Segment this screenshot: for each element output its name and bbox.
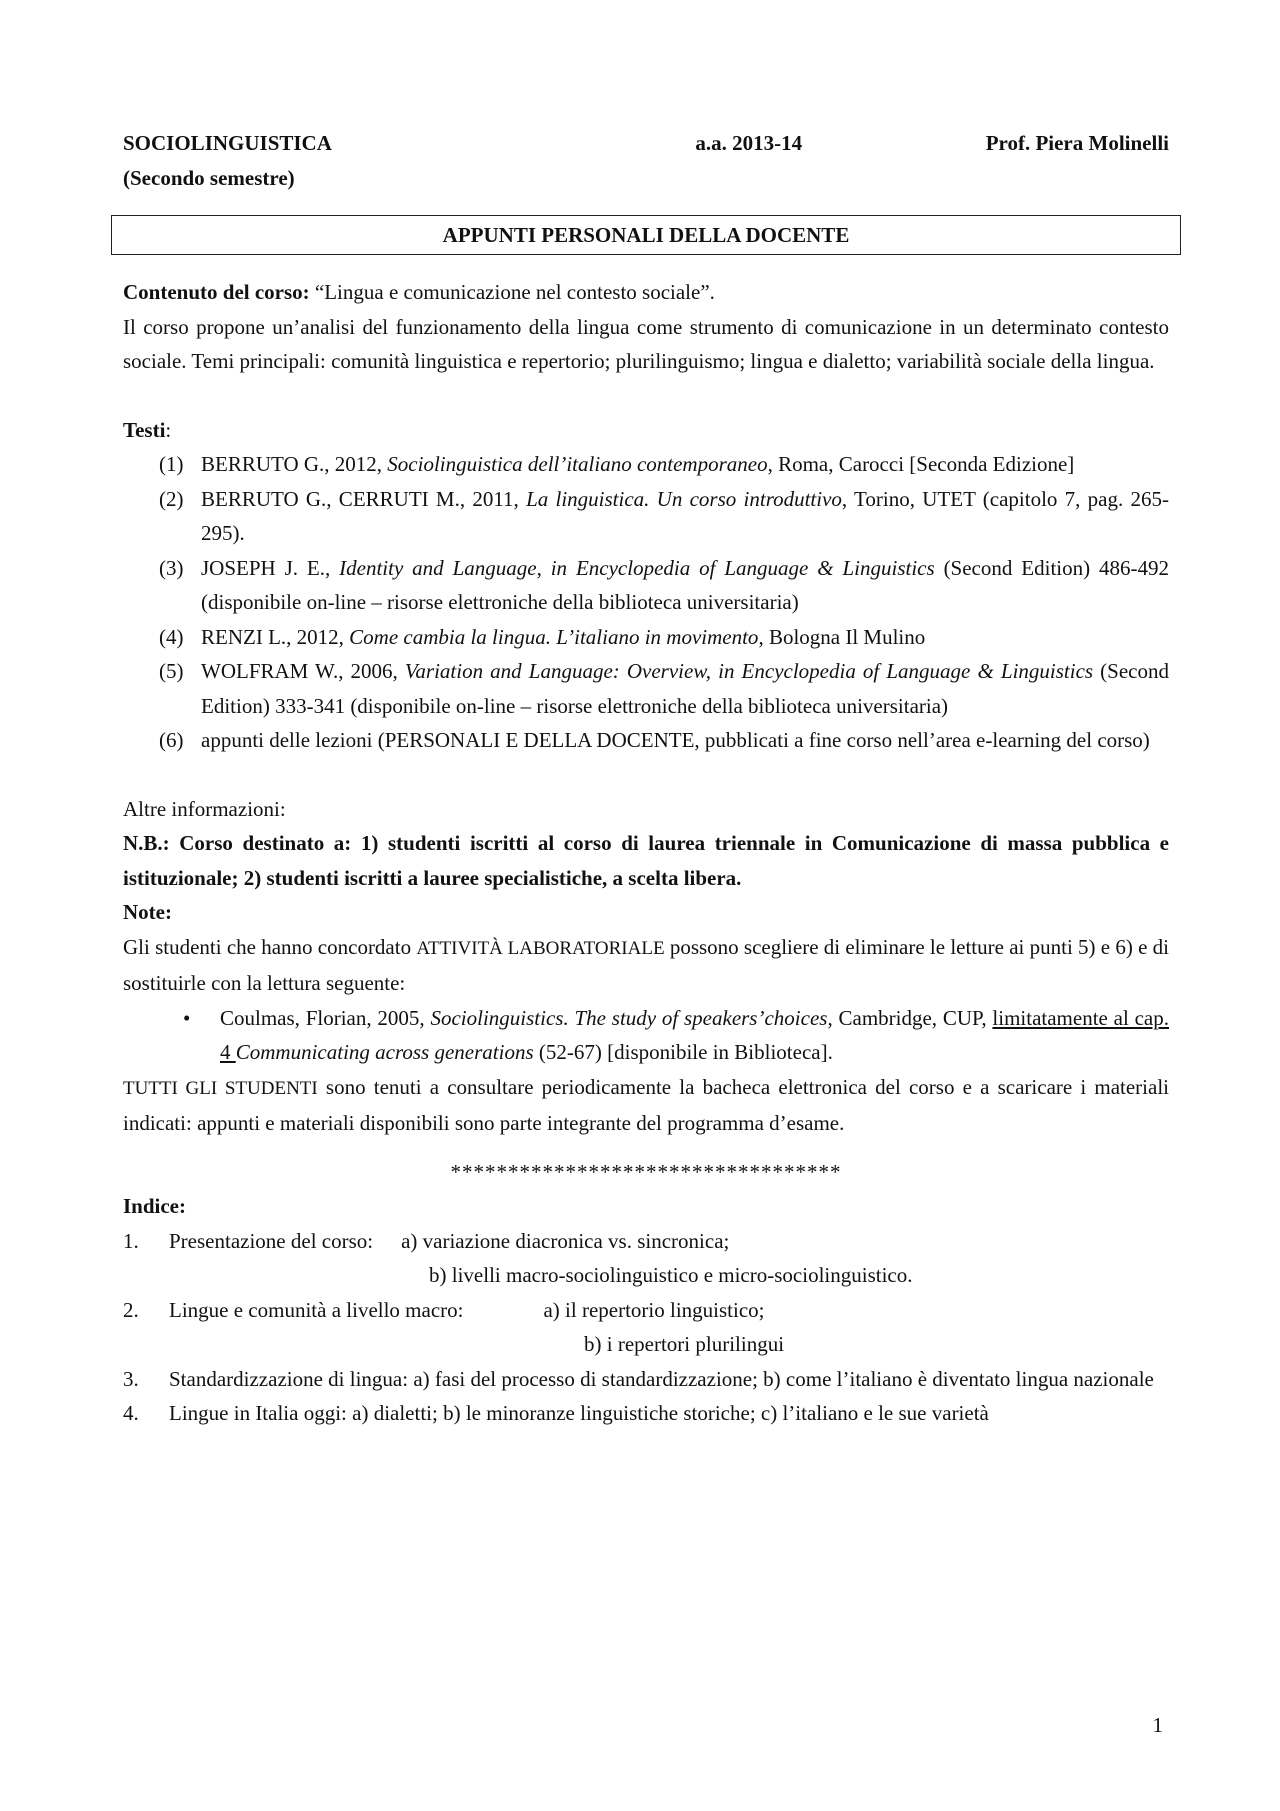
- texts-heading: Testi:: [123, 417, 172, 442]
- box-title: APPUNTI PERSONALI DELLA DOCENTE: [111, 215, 1181, 255]
- course-description: Il corso propone un’analisi del funzionamento della lingua come strumento di comunicazione in un determinato contesto sociale. Temi principali: comunità linguistica e repertorio; plurilinguismo; lingua e dialetto; variabilità sociale della lingua.: [123, 314, 1169, 373]
- index-label: Indice:: [123, 1194, 186, 1218]
- note-text: Gli studenti che hanno concordato ATTIVITÀ LABORATORIALE possono scegliere di eliminare le letture ai punti 5) e 6) e di sostituirle con la lettura seguente:: [123, 934, 1169, 995]
- other-info-label: Altre informazioni:: [123, 796, 286, 821]
- bullet-icon: •: [183, 1005, 191, 1030]
- nb-notice: N.B.: Corso destinato a: 1) studenti iscritti al corso di laurea triennale in Comunicazione di massa pubblica e istituzionale; 2) studenti iscritti a lauree specialistiche, a scelta libera.: [123, 831, 1169, 890]
- reference-item: (2) BERRUTO G., CERRUTI M., 2011, La linguistica. Un corso introduttivo, Torino, UTET (capitolo 7, pag. 265-295).: [159, 486, 1170, 545]
- header: [123, 126, 1169, 161]
- separator-stars: **********************************: [450, 1159, 842, 1184]
- index-item: 3. Standardizzazione di lingua: a) fasi del processo di standardizzazione; b) come l’italiano è diventato lingua nazionale: [123, 1366, 1154, 1391]
- content-title: “Lingua e comunicazione nel contesto sociale”.: [309, 280, 715, 304]
- professor-name: Prof. Piera Molinelli: [985, 131, 1169, 155]
- page-number: 1: [1152, 1713, 1163, 1737]
- document-page: [123, 126, 1169, 1431]
- index-item: 4. Lingue in Italia oggi: a) dialetti; b) le minoranze linguistiche storiche; c) l’italiano e le sue varietà: [123, 1401, 989, 1425]
- reference-item: (3) JOSEPH J. E., Identity and Language, in Encyclopedia of Language & Linguistics (Second Edition) 486-492 (disponibile on-line – risorse elettroniche della biblioteca universitaria): [159, 555, 1169, 614]
- bullet-item: • Coulmas, Florian, 2005, Sociolinguistics. The study of speakers’choices, Cambridge, CUP, limitatamente al cap. 4 Communicating across generations (52-67) [disponibile in Biblioteca].: [123, 1001, 1169, 1070]
- index-item: 1. Presentazione del corso: a) variazione diacronica vs. sincronica; b) livelli macro-sociolinguistico e micro-sociolinguistico.: [123, 1228, 913, 1287]
- academic-year: a.a. 2013-14: [695, 131, 803, 155]
- note-label: Note:: [123, 900, 172, 924]
- course-title: SOCIOLINGUISTICA: [123, 131, 332, 155]
- reference-item: (1) BERRUTO G., 2012, Sociolinguistica dell’italiano contemporaneo, Roma, Carocci [Seconda Edizione]: [159, 452, 1075, 476]
- course-content-line: [123, 275, 1169, 310]
- texts-label: Testi: [123, 417, 166, 442]
- reference-item: (5) WOLFRAM W., 2006, Variation and Language: Overview, in Encyclopedia of Language & Linguistics (Second Edition) 333-341 (disponibile on-line – risorse elettroniche della biblioteca universitaria): [159, 659, 1169, 718]
- reference-item: (6) appunti delle lezioni (PERSONALI E DELLA DOCENTE, pubblicati a fine corso nell’area e-learning del corso): [159, 728, 1150, 752]
- reference-item: (4) RENZI L., 2012, Come cambia la lingua. L’italiano in movimento, Bologna Il Mulino: [159, 624, 926, 649]
- reference-list: [123, 447, 1169, 758]
- all-students-text: TUTTI GLI STUDENTI sono tenuti a consultare periodicamente la bacheca elettronica del corso e a scaricare i materiali indicati: appunti e materiali disponibili sono parte integrante del programma d’esame.: [123, 1074, 1169, 1135]
- content-label: Contenuto del corso:: [123, 280, 310, 304]
- index-item: 2. Lingue e comunità a livello macro: a) il repertorio linguistico; b) i repertori plurilingui: [123, 1297, 785, 1356]
- semester: (Secondo semestre): [123, 165, 295, 190]
